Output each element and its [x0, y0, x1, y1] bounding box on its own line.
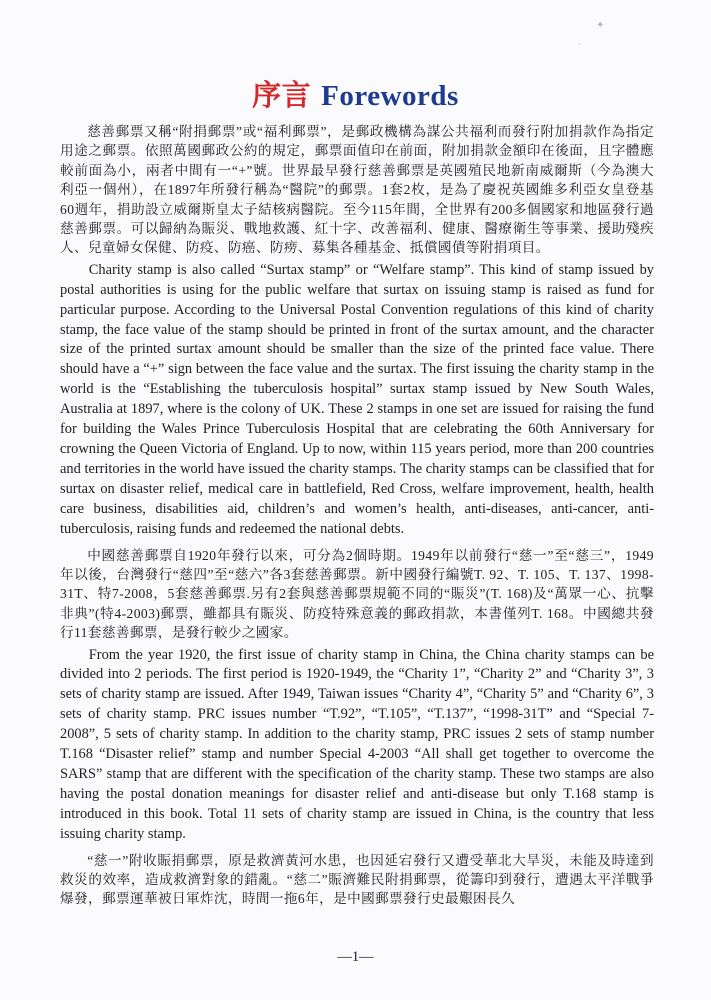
paragraph-english-1: Charity stamp is also called “Surtax stamp” or “Welfare stamp”. This kind of stamp issued by postal authorities is using for the public welfare that surtax on issuing stamp is raised as fund for particular purpose. According to the Universal Postal Convention regulations of this kind of charity stamp, the face value of the stamp should be printed in front of the surtax amount, and the character size of the printed surtax amount should be smaller than the size of the printed face value. There should have a “+” sign between the face value and the surtax. The first issuing the charity stamp in the world is the “Establishing the tuberculosis hospital” surtax stamp issued by New South Wales, Australia at 1897, where is the colony of UK. These 2 stamps in one set are issued for raising the fund for building the Wales Prince Tuberculosis Hospital that are celebrating the 60th Anniversary for crowning the Queen Victoria of England. Up to now, within 115 years period, more than 200 countries and territories in the world have issued the charity stamps. The charity stamps can be classified that for surtax on disaster relief, medical care in battlefield, Red Cross, welfare improvement, health, health care business, disabilities aid, children’s and women’s health, anti-diseases, anti-cancer, anti- tuberculosis, raising funds and redeemed the national debts. — [60, 261, 654, 537]
page-number: —1— — [337, 949, 374, 965]
scan-mark: · — [578, 40, 582, 51]
title-english: Forewords — [321, 80, 459, 112]
page-title — [0, 78, 711, 114]
paragraph-chinese-1: 慈善郵票又稱“附捐郵票”或“福利郵票”，是郵政機構為謀公共福利而發行附加捐款作為指定用途之郵票。依照萬國郵政公約的規定，郵票面值印在前面，附加捐款金額印在後面，且字體應較前面為小，兩者中間有一“+”號。世界最早發行慈善郵票是英國殖民地新南威爾斯（今為澳大利亞一個州），在1897年所發行稱為“醫院”的郵票。1套2枚，是為了慶祝英國維多利亞女皇登基60週年，捐助設立威爾斯皇太子結核病醫院。至今115年間，全世界有200多個國家和地區發行過慈善郵票。可以歸納為賑災、戰地救護、紅十字、改善福利、健康、醫療衛生等事業、援助殘疾人、兒童婦女保健、防疫、防癌、防痨、募集各種基金、抵償國債等附捐項目。 — [60, 124, 654, 256]
scan-mark: ✦ — [596, 20, 605, 31]
paragraph-english-2: From the year 1920, the first issue of charity stamp in China, the China charity stamps can be divided into 2 periods. The first period is 1920-1949, the “Charity 1”, “Charity 2” and “Charity 3”, 3 sets of charity stamp are issued. After 1949, Taiwan issues “Charity 4”, “Charity 5” and “Charity 6”, 3 sets of charity stamp. PRC issues number “T.92”, “T.105”, “T.137”, “1998-31T” and “Special 7-2008”, 5 sets of charity stamp. In addition to the charity stamp, PRC issues 2 sets of stamp number T.168 “Disaster relief” stamp and number Special 4-2003 “All shall get together to overcome the SARS” stamp that are different with the specification of the charity stamp. These two stamps are also having the postal donation meanings for disaster relief and anti-disease but only T.168 stamp is introduced in this book. Total 11 sets of charity stamp are issued in China, is the country that less issuing charity stamp. — [60, 646, 654, 842]
paragraph-chinese-3: “慈一”附收賑捐郵票，原是救濟黃河水患，也因延宕發行又遭受華北大旱災，未能及時達到救災的效率，造成救濟對象的錯亂。“慈二”賑濟難民附捐郵票，從籌印到發行，遭遇太平洋戰爭爆發，郵票運華被日軍炸沈，時間一拖6年，是中國郵票發行史最艱困長久 — [60, 852, 654, 907]
title-chinese: 序言 — [252, 80, 312, 112]
foreword-body — [60, 122, 654, 909]
paragraph-chinese-2: 中國慈善郵票自1920年發行以來，可分為2個時期。1949年以前發行“慈一”至“慈三”，1949年以後，台灣發行“慈四”至“慈六”各3套慈善郵票。新中國發行編號T. 92、T. 105、T. 137、1998-31T、特7-2008，5套慈善郵票.另有2套與慈善郵票規範不同的“賑災”(T. 168)及“萬眾一心、抗擊非典”(特4-2003)郵票，雖都具有賑災、防疫特殊意義的郵政捐款，本書僅列T. 168。中國總共發行11套慈善郵票，是發行較少之國家。 — [60, 547, 654, 641]
